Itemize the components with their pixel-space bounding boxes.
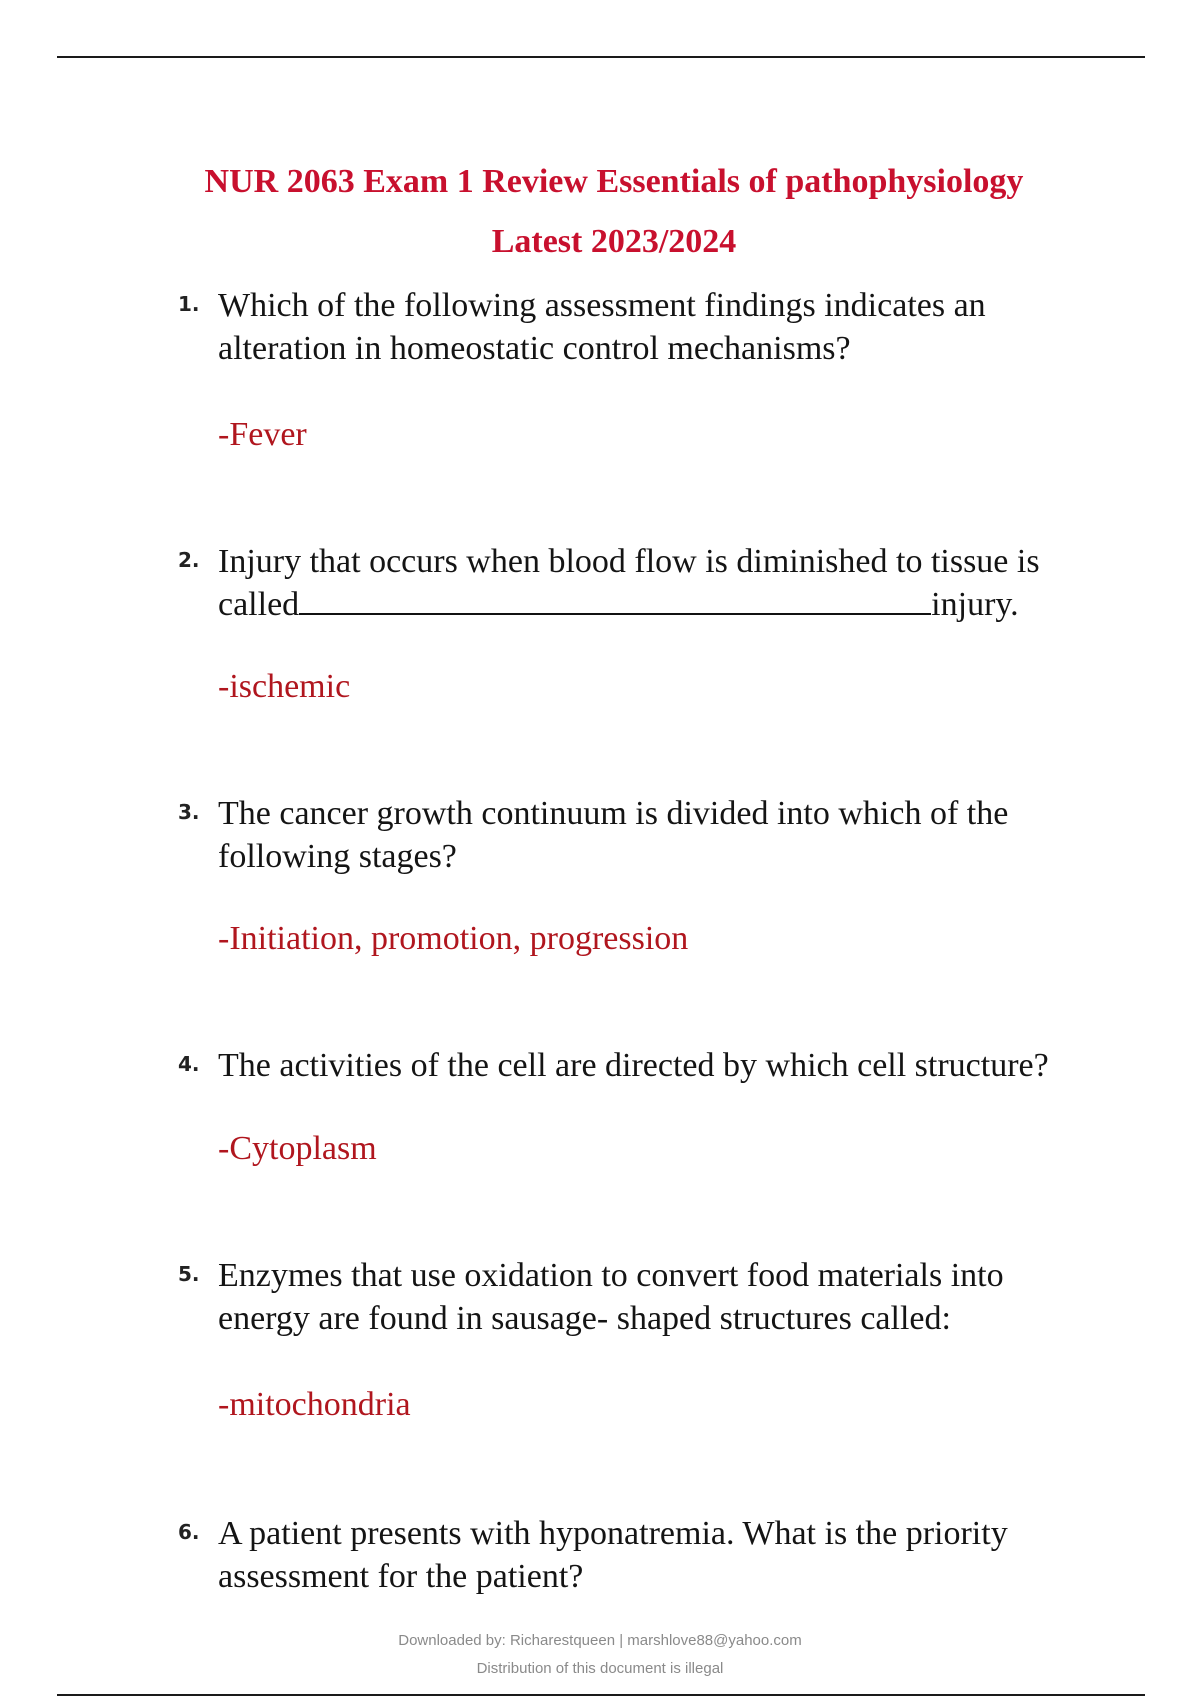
fill-in-blank — [299, 583, 931, 615]
download-notice: Downloaded by: Richarestqueen | marshlove88@yahoo.com — [398, 1632, 802, 1649]
top-rule — [57, 56, 1145, 58]
question-number: 4. — [178, 1052, 200, 1076]
question-text — [218, 540, 1128, 626]
answer-text: -Initiation, promotion, progression — [218, 920, 689, 957]
answer-text: -ischemic — [218, 668, 351, 705]
question-text: Enzymes that use oxidation to convert food materials into energy are found in sausage- shaped structures called: — [218, 1257, 1004, 1337]
question-text: The cancer growth continuum is divided into which of the following stages? — [218, 795, 1009, 875]
document-subtitle: Latest 2023/2024 — [491, 223, 737, 260]
distribution-notice: Distribution of this document is illegal — [476, 1660, 724, 1677]
question-text-before-blank: Injury that occurs when blood flow is diminished to tissue is called — [218, 543, 1040, 623]
question-number: 2. — [178, 548, 200, 572]
question-text: Which of the following assessment findings indicates an alteration in homeostatic control mechanisms? — [218, 287, 986, 367]
answer-text: -mitochondria — [218, 1386, 411, 1423]
answer-text: -Cytoplasm — [218, 1130, 377, 1167]
question-number: 6. — [178, 1520, 200, 1544]
question-number: 5. — [178, 1262, 200, 1286]
answer-text: -Fever — [218, 416, 307, 453]
bottom-rule — [57, 1694, 1145, 1696]
document-title: NUR 2063 Exam 1 Review Essentials of pathophysiology — [204, 163, 1024, 200]
question-text-after-blank: injury. — [931, 586, 1019, 623]
question-text: A patient presents with hyponatremia. What is the priority assessment for the patient? — [218, 1515, 1008, 1595]
question-text: The activities of the cell are directed by which cell structure? — [218, 1047, 1049, 1084]
question-number: 3. — [178, 800, 200, 824]
question-number: 1. — [178, 292, 200, 316]
